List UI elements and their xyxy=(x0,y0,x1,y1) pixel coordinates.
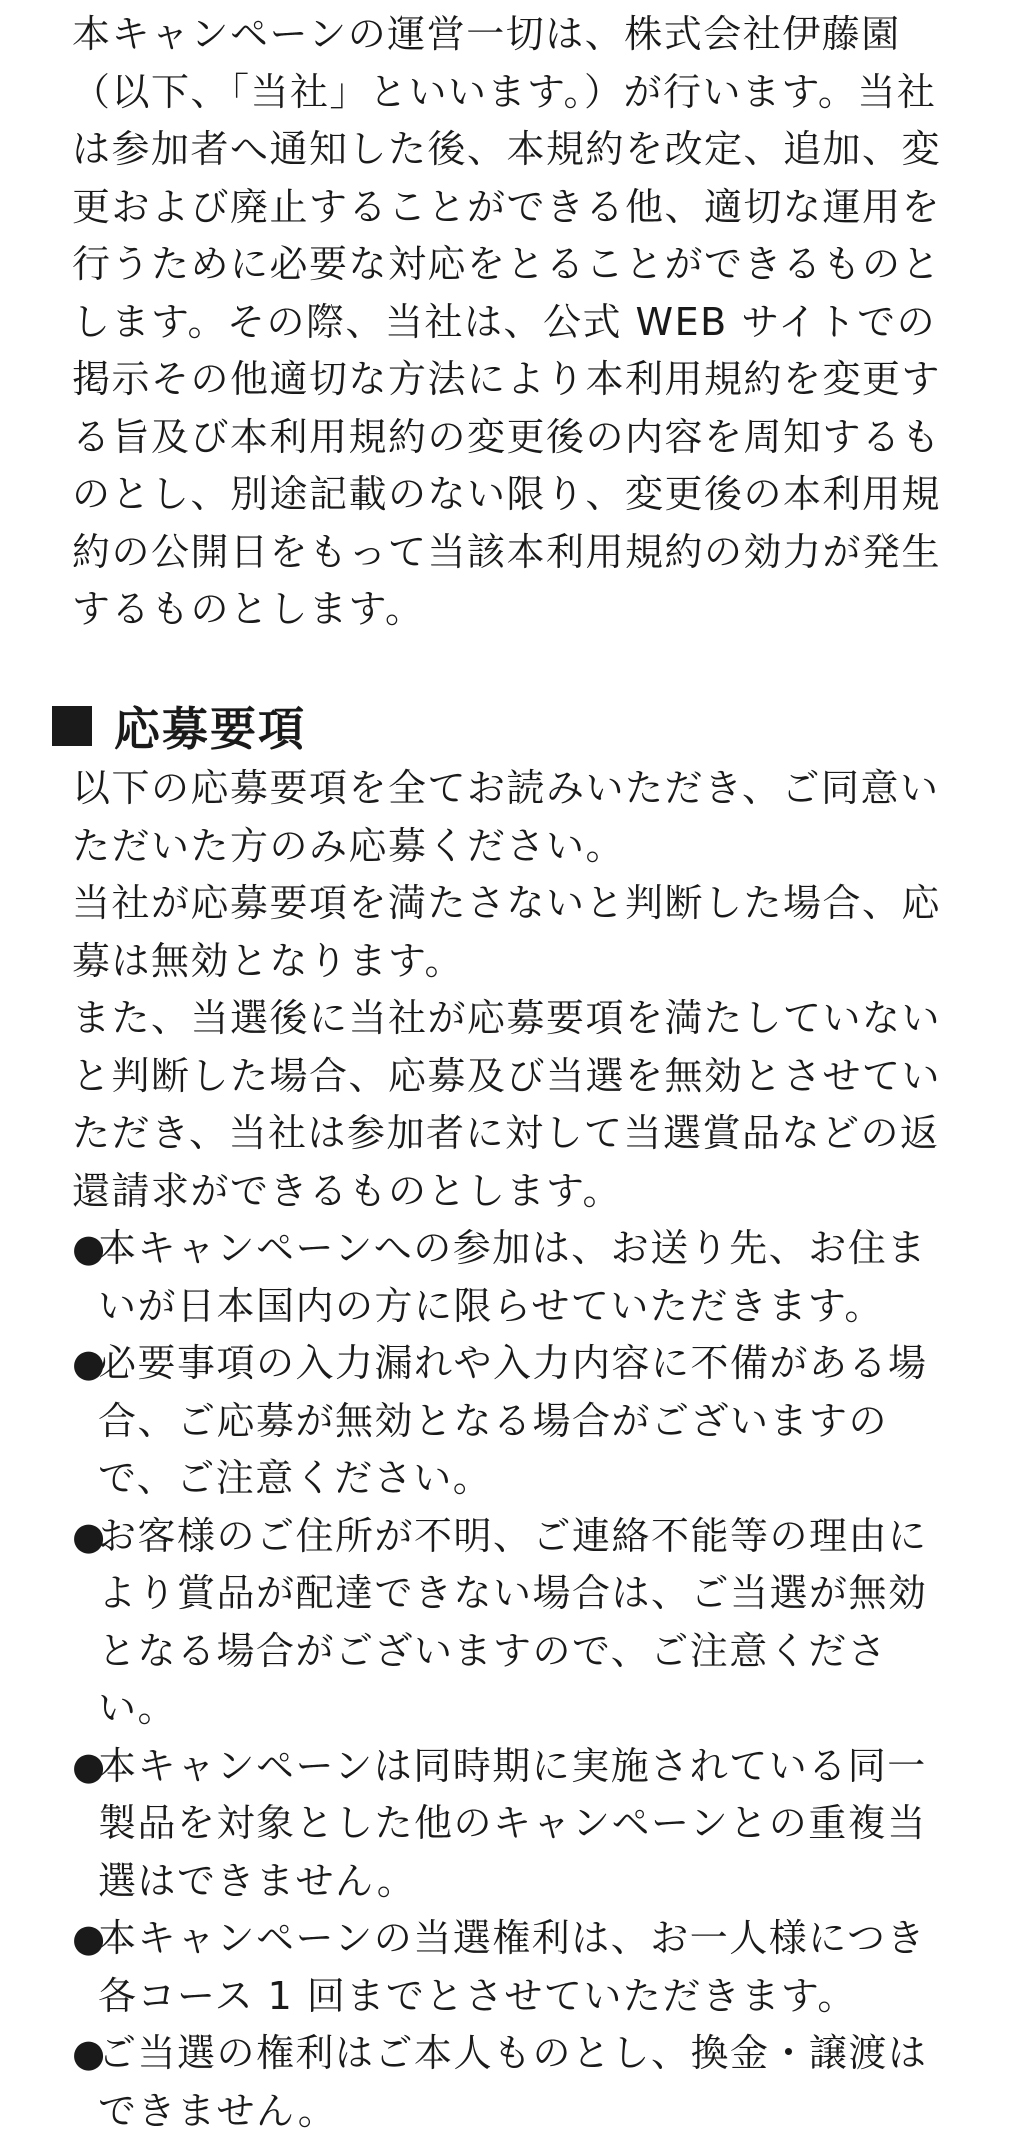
requirements-list-item-text: 本キャンペーンの当選権利は、お一人様につき各コース 1 回までとさせていただきます。 xyxy=(98,1916,926,2018)
section-content xyxy=(72,760,962,2140)
requirements-paragraph: また、当選後に当社が応募要項を満たしていないと判断した場合、応募及び当選を無効とさせていただき、当社は参加者に対して当選賞品などの返還請求ができるものとします。 xyxy=(72,996,942,1213)
bullet-dot-icon: ● xyxy=(72,1743,107,1788)
intro-paragraph: 本キャンペーンの運営一切は、株式会社伊藤園（以下、「当社」といいます。）が行います。当社は参加者へ通知した後、本規約を改定、追加、変更および廃止することができる他、適切な運用を行うために必要な対応をとることができるものとします。その際、当社は、公式 WEB サイトでの掲示その他適切な方法により本利用規約を変更する旨及び本利用規約の変更後の内容を周知するものとし、別途記載のない限り、変更後の本利用規約の公開日をもって当該本利用規約の効力が発生するものとします。 xyxy=(72,12,942,631)
requirements-list-item xyxy=(72,1910,962,2025)
bullet-dot-icon: ● xyxy=(72,2031,107,2075)
section-heading xyxy=(52,692,306,760)
requirements-paragraph: 以下の応募要項を全てお読みいただき、ご同意いただいた方のみ応募ください。 xyxy=(72,766,940,868)
requirements-list-item-text: ご当選の権利はご本人ものとし、換金・譲渡はできません。 xyxy=(98,2031,928,2133)
requirements-list-item xyxy=(72,1220,962,1335)
bullet-dot-icon: ● xyxy=(72,1513,107,1558)
bullet-dot-icon: ● xyxy=(72,1916,107,1960)
requirements-list xyxy=(72,1220,962,2140)
requirements-list-item xyxy=(72,1738,962,1911)
requirements-list-item-text: 本キャンペーンは同時期に実施されている同一製品を対象とした他のキャンペーンとの重複当選はできません。 xyxy=(98,1743,927,1903)
bullet-dot-icon: ● xyxy=(72,1226,107,1270)
requirements-paragraph: 当社が応募要項を満たさないと判断した場合、応募は無効となります。 xyxy=(72,881,942,983)
bullet-dot-icon: ● xyxy=(72,1341,107,1385)
requirements-list-item-text: お客様のご住所が不明、ご連絡不能等の理由により賞品が配達できない場合は、ご当選が無効となる場合がございますので、ご注意ください。 xyxy=(98,1513,928,1730)
requirements-list-item xyxy=(72,1508,962,1738)
requirements-list-item xyxy=(72,2025,962,2140)
section-heading-text: 応募要項 xyxy=(114,702,306,756)
requirements-list-item xyxy=(72,1335,962,1508)
requirements-list-item-text: 本キャンペーンへの参加は、お送り先、お住まいが日本国内の方に限らせていただきます。 xyxy=(98,1226,927,1328)
square-bullet-icon xyxy=(52,706,92,746)
requirements-list-item-text: 必要事項の入力漏れや入力内容に不備がある場合、ご応募が無効となる場合がございますので、ご注意ください。 xyxy=(98,1341,928,1500)
